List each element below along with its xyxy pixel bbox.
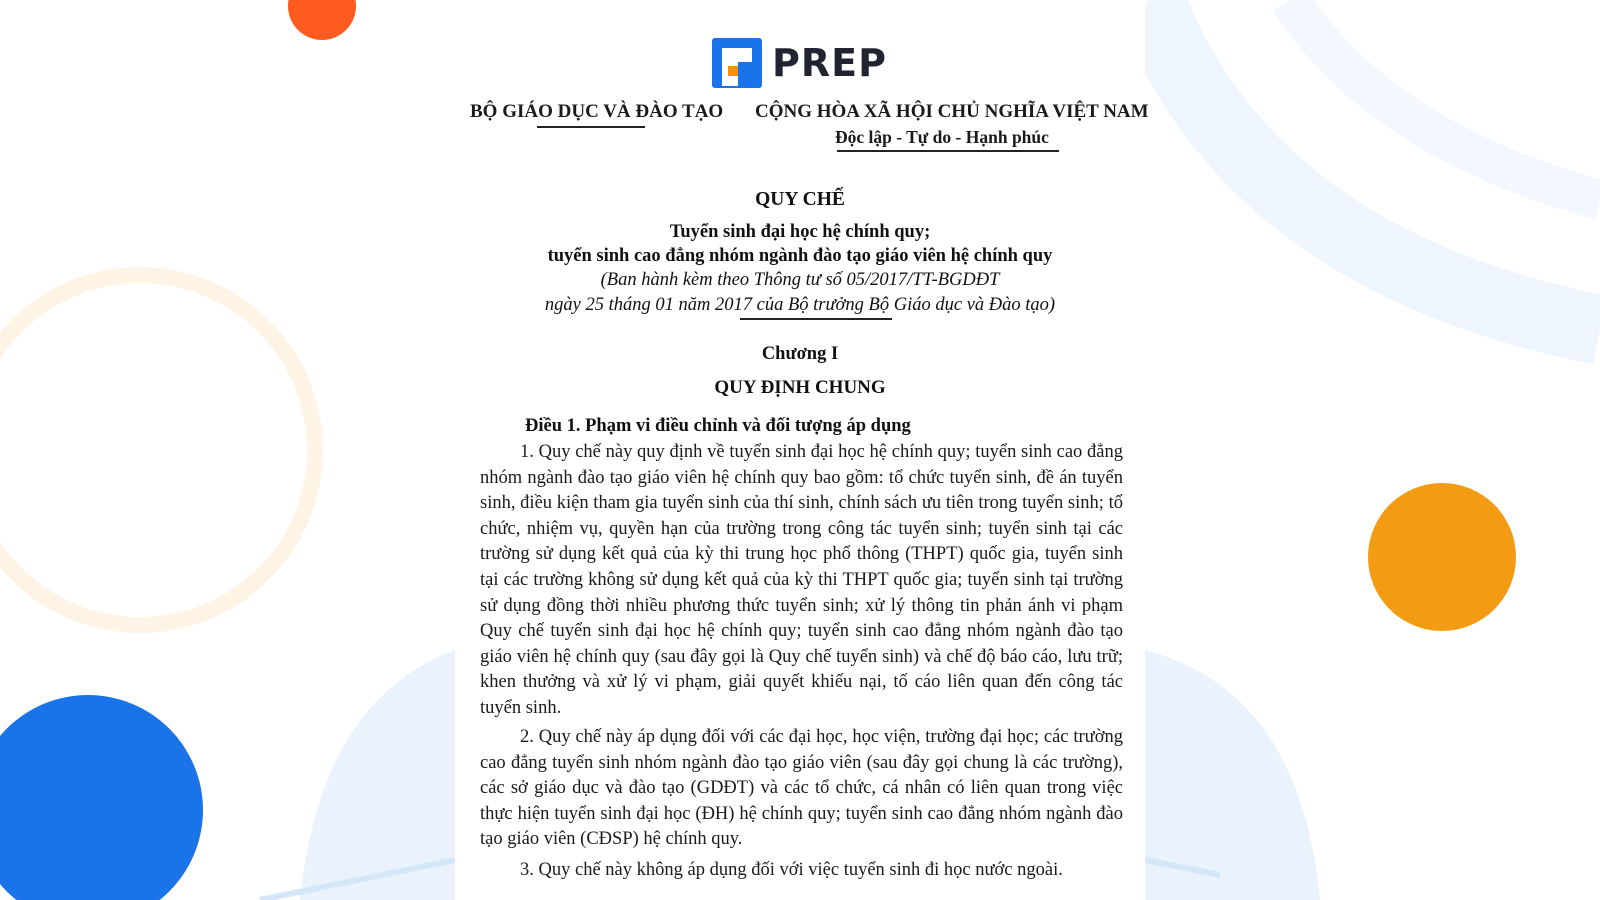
motto-underline <box>837 150 1059 152</box>
document-subtitle-2: tuyển sinh cao đẳng nhóm ngành đào tạo giáo viên hệ chính quy <box>547 246 1053 266</box>
decor-ring-left <box>0 275 315 625</box>
decor-circle-orange-red <box>288 0 356 40</box>
issuance-underline <box>740 318 892 320</box>
issuance-line-2: ngày 25 tháng 01 năm 2017 của Bộ trưởng Bộ Giáo dục và Đào tạo) <box>544 295 1056 315</box>
chapter-number: Chương I <box>761 344 839 364</box>
document-subtitle-1: Tuyển sinh đại học hệ chính quy; <box>669 222 931 242</box>
paragraph-1: 1. Quy chế này quy định về tuyển sinh đại học hệ chính quy; tuyển sinh cao đẳng nhóm ngành đào tạo giáo viên hệ chính quy bao gồm: tổ chức tuyển sinh, đề án tuyển sinh, điều kiện tham gia tuyển sinh của thí sinh, chính sách ưu tiên trong tuyển sinh; tổ chức, nhiệm vụ, quyền hạn của trường trong công tác tuyển sinh; tuyển sinh tại các trường sử dụng kết quả của kỳ thi trung học phổ thông (THPT) quốc gia, tuyển sinh tại các trường không sử dụng kết quả của kỳ thi THPT quốc gia; tuyển sinh tại trường sử dụng đồng thời nhiều phương thức tuyển sinh; xử lý thông tin phản ánh vi phạm Quy chế tuyển sinh đại học hệ chính quy; tuyển sinh cao đẳng nhóm ngành đào tạo giáo viên hệ chính quy (sau đây gọi là Quy chế tuyển sinh) và chế độ báo cáo, lưu trữ; khen thưởng và xử lý vi phạm, giải quyết khiếu nại, tố cáo liên quan đến công tác tuyển sinh. <box>480 442 1123 718</box>
brand-name: PREP <box>772 41 887 85</box>
article-heading: Điều 1. Phạm vi điều chỉnh và đối tượng áp dụng <box>525 416 911 436</box>
paragraph-3: 3. Quy chế này không áp dụng đối với việc tuyển sinh đi học nước ngoài. <box>520 860 1063 880</box>
ministry-underline <box>537 126 645 128</box>
decor-arc-right-inner <box>1290 0 1600 200</box>
decor-circle-orange <box>1368 483 1516 631</box>
issuance-line-1: (Ban hành kèm theo Thông tư số 05/2017/TT-BGDĐT <box>600 270 1000 290</box>
document-title: QUY CHẾ <box>755 189 845 210</box>
prep-logo-icon <box>710 36 764 90</box>
paragraph-2: 2. Quy chế này áp dụng đối với các đại học, học viện, trường đại học; các trường cao đẳng tuyển sinh nhóm ngành đào tạo giáo viên (sau đây gọi chung là các trường), các sở giáo dục và đào tạo (GDĐT) và các tổ chức, cá nhân có liên quan trong việc thực hiện tuyển sinh đại học (ĐH) hệ chính quy; tuyển sinh cao đẳng nhóm ngành đào tạo giáo viên (CĐSP) hệ chính quy. <box>480 727 1123 850</box>
brand-logo <box>710 36 887 90</box>
country-name: CỘNG HÒA XÃ HỘI CHỦ NGHĨA VIỆT NAM <box>755 101 1149 122</box>
national-motto: Độc lập - Tự do - Hạnh phúc <box>835 127 1049 147</box>
ministry-name: BỘ GIÁO DỤC VÀ ĐÀO TẠO <box>470 101 724 122</box>
chapter-title: QUY ĐỊNH CHUNG <box>714 377 886 398</box>
decor-circle-blue <box>0 695 203 900</box>
